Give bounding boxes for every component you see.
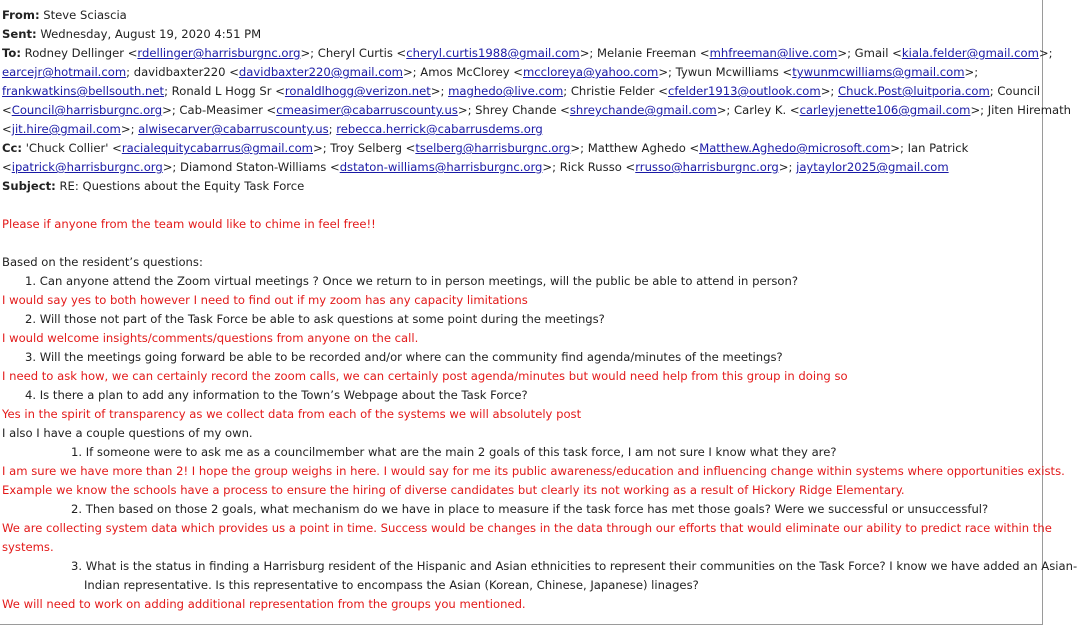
email-link[interactable]: Chuck.Post@luitporia.com [838,84,990,98]
recipient-text: >; Carley K. < [716,103,800,117]
email-link[interactable]: cmeasimer@cabarruscounty.us [276,103,458,117]
recipient-text: >; Tywun Mcwilliams < [658,65,793,79]
recipient-text: ; Council [989,84,1041,98]
recipient-text: >; Cheryl Curtis < [300,46,407,60]
email-link[interactable]: jaytaylor2025@gmail.com [796,160,949,174]
question-4: 4. Is there a plan to add any information to the Town’s Webpage about the Task Force? [25,388,528,402]
email-link[interactable]: tywunmcwilliams@gmail.com [792,65,965,79]
to-recipients-3 [2,84,1040,98]
recipient-text: >; [964,65,979,79]
recipient-text: >; Cab-Measimer < [162,103,277,117]
own-question-1: 1. If someone were to ask me as a councilmember what are the main 2 goals of this task force, I am not sure I know what they are? [71,445,837,459]
recipient-text: >; Jiten Hiremath [970,103,1071,117]
email-link[interactable]: rrusso@harrisburgnc.org [635,160,779,174]
email-link[interactable]: tselberg@harrisburgnc.org [415,141,571,155]
to-line-5 [2,120,543,139]
email-link[interactable]: jit.hire@gmail.com [11,122,121,136]
question-2: 2. Will those not part of the Task Force be able to ask questions at some point during the meetings? [25,312,605,326]
recipient-text: >; [1038,46,1053,60]
answer-1: I would say yes to both however I need to find out if my zoom has any capacity limitations [2,293,528,307]
answer-4: Yes in the spirit of transparency as we collect data from each of the systems we will absolutely post [2,407,582,421]
recipient-text: >; [120,122,139,136]
subject-label: Subject: [2,179,56,193]
own-question-2: 2. Then based on those 2 goals, what mechanism do we have in place to measure if the task force has met those goals? Were we successful or unsuccessful? [71,502,989,516]
recipient-text: >; Ian Patrick [890,141,969,155]
own-question-3-line-1: 3. What is the status in finding a Harrisburg resident of the Hispanic and Asian ethnicities to represent their communities on the Task Force? I know we have added an Asian- [71,559,1077,573]
recipient-text: 'Chuck Collier' < [25,141,122,155]
question-1: 1. Can anyone attend the Zoom virtual meetings ? Once we return to in person meetings, will the public be able to attend in person? [25,274,798,288]
recipient-text: ; davidbaxter220 < [126,65,239,79]
email-link[interactable]: carleyjenette106@gmail.com [799,103,971,117]
recipient-text: < [2,122,12,136]
own-answer-2-line-1: We are collecting system data which provides us a point in time. Success would be changes in the data through our efforts that would eliminate our ability to predict race within the [2,521,1052,535]
to-label: To: [2,46,21,60]
to-line-4 [2,101,1071,120]
intro-text: Please if anyone from the team would like to chime in feel free!! [2,217,376,231]
to-recipients-5 [2,122,543,136]
recipient-text: < [2,160,12,174]
subject-value: RE: Questions about the Equity Task Force [59,179,305,193]
cc-recipients-2 [2,160,949,174]
recipient-text: ; Ronald L Hogg Sr < [164,84,285,98]
email-link[interactable]: dstaton-williams@harrisburgnc.org [339,160,543,174]
recipient-text: ; Christie Felder < [563,84,668,98]
to-line-3 [2,82,1040,101]
sent-label: Sent: [2,27,37,41]
email-link[interactable]: ipatrick@harrisburgnc.org [11,160,163,174]
sent-line [2,25,261,44]
own-answer-3: We will need to work on adding additional representation from the groups you mentioned. [2,597,526,611]
question-3: 3. Will the meetings going forward be able to be recorded and/or where can the community find agenda/minutes of the meetings? [25,350,783,364]
email-link[interactable]: shreychande@gmail.com [569,103,717,117]
answer-3: I need to ask how, we can certainly record the zoom calls, we can certainly post agenda/minutes but would need help from this group in doing so [2,369,848,383]
to-recipients-2 [2,65,978,79]
recipient-text: < [2,103,12,117]
to-recipients-4 [2,103,1071,117]
email-link[interactable]: earcejr@hotmail.com [2,65,127,79]
recipient-text: >; [820,84,838,98]
email-link[interactable]: alwisecarver@cabarruscounty.us [138,122,329,136]
also-text: I also I have a couple questions of my own. [2,426,253,440]
to-line-2 [2,63,978,82]
recipient-text: Rodney Dellinger < [24,46,138,60]
email-link[interactable]: frankwatkins@bellsouth.net [2,84,165,98]
email-link[interactable]: cfelder1913@outlook.com [667,84,821,98]
email-link[interactable]: Matthew.Aghedo@microsoft.com [699,141,891,155]
own-question-3-line-2: Indian representative. Is this representative to encompass the Asian (Korean, Chinese, Japanese) linages? [84,578,699,592]
recipient-text: >; [430,84,449,98]
email-link[interactable]: racialequitycabarrus@gmail.com [121,141,313,155]
own-answer-1-line-2: Example we know the schools have a process to ensure the hiring of diverse candidates but clearly its not working as a result of Hickory Ridge Elementary. [2,483,905,497]
recipient-text: >; Diamond Staton-Williams < [162,160,340,174]
recipient-text: ; [328,122,337,136]
sent-value: Wednesday, August 19, 2020 4:51 PM [40,27,262,41]
recipient-text: >; Shrey Chande < [457,103,570,117]
recipient-text: >; Melanie Freeman < [579,46,710,60]
recipient-text: >; Amos McClorey < [402,65,524,79]
email-link[interactable]: mccloreya@yahoo.com [523,65,659,79]
to-recipients-1 [25,46,1053,60]
cc-recipients-1 [26,141,969,155]
from-value: Steve Sciascia [43,8,127,22]
email-link[interactable]: Council@harrisburgnc.org [11,103,163,117]
email-link[interactable]: davidbaxter220@gmail.com [238,65,403,79]
answer-2: I would welcome insights/comments/questions from anyone on the call. [2,331,419,345]
from-line [2,6,127,25]
email-link[interactable]: cheryl.curtis1988@gmail.com [406,46,580,60]
email-link[interactable]: maghedo@live.com [448,84,564,98]
own-answer-1-line-1: I am sure we have more than 2! I hope the group weighs in here. I would say for me its public awareness/education and influencing change within systems where opportunities exists. [2,464,1065,478]
based-on-text: Based on the resident’s questions: [2,255,203,269]
email-link[interactable]: rdellinger@harrisburgnc.org [137,46,301,60]
to-line-1 [2,44,1053,63]
cc-label: Cc: [2,141,23,155]
subject-line [2,177,304,196]
own-answer-2-line-2: systems. [2,540,54,554]
email-link[interactable]: rebecca.herrick@cabarrusdems.org [336,122,543,136]
cc-line-1 [2,139,968,158]
recipient-text: >; Matthew Aghedo < [570,141,700,155]
from-label: From: [2,8,40,22]
recipient-text: >; Troy Selberg < [312,141,416,155]
email-link[interactable]: mhfreeman@live.com [709,46,838,60]
email-link[interactable]: kiala.felder@gmail.com [901,46,1039,60]
email-link[interactable]: ronaldlhogg@verizon.net [284,84,431,98]
cc-line-2 [2,158,949,177]
recipient-text: >; Gmail < [837,46,902,60]
recipient-text: >; [778,160,797,174]
recipient-text: >; Rick Russo < [542,160,636,174]
